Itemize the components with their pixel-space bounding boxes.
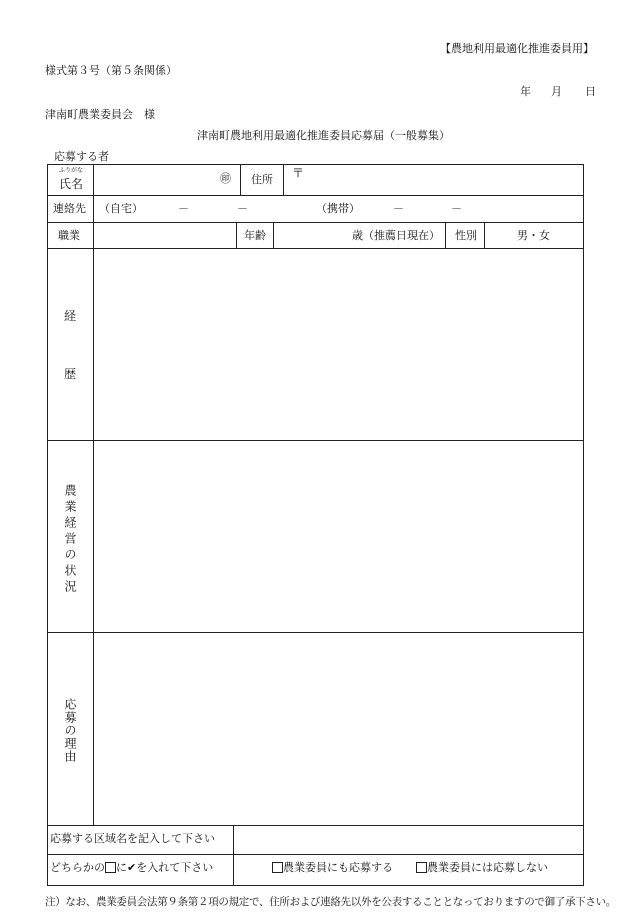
reason-label: 応募の理由 <box>63 698 77 763</box>
district-label: 応募する区域名を記入して下さい <box>50 832 215 845</box>
applicant-label: 応募する者 <box>54 150 109 163</box>
option-apply-only[interactable] <box>416 862 548 873</box>
date-year: 年 <box>520 85 531 98</box>
gender-label: 性別 <box>455 229 477 242</box>
check-instruction <box>50 862 213 873</box>
age-unit: 歳（推薦日現在） <box>352 229 440 242</box>
footer-note: 注）なお、農業委員会法第９条第２項の規定で、住所および連絡先以外を公表することとなっておりますので御了承下さい。 <box>45 896 616 908</box>
option-apply-both-label: 農業委員にも応募する <box>283 861 393 874</box>
home-dash-2: － <box>237 202 248 215</box>
purpose-tag: 【農地利用最適化推進委員用】 <box>440 42 594 55</box>
date-day: 日 <box>585 85 596 98</box>
option-apply-only-label: 農業委員には応募しない <box>427 861 548 874</box>
addressee: 津南町農業委員会 様 <box>45 108 155 121</box>
age-label: 年齢 <box>244 229 266 242</box>
home-dash-1: － <box>178 202 189 215</box>
check-instruction-suffix: に✔を入れて下さい <box>116 861 214 874</box>
option-apply-only-checkbox[interactable] <box>416 862 427 873</box>
form-title: 津南町農地利用最適化推進委員応募届（一般募集） <box>197 129 450 142</box>
option-apply-both-checkbox[interactable] <box>272 862 283 873</box>
gender-options[interactable]: 男・女 <box>517 229 550 242</box>
name-furigana: ふりがな <box>59 167 84 174</box>
career-input[interactable] <box>94 249 583 439</box>
home-phone-label: （自宅） <box>99 202 143 215</box>
address-input[interactable] <box>284 165 583 194</box>
career-label-2: 歴 <box>64 367 77 381</box>
name-input[interactable] <box>94 165 239 194</box>
district-input[interactable] <box>234 826 583 853</box>
address-label: 住所 <box>251 173 273 186</box>
age-input[interactable] <box>274 223 349 247</box>
form-number: 様式第３号（第５条関係） <box>45 64 177 77</box>
job-label: 職業 <box>58 229 80 242</box>
farming-status-label: 農業経営の状況 <box>63 484 77 596</box>
seal-mark: ㊞ <box>220 172 231 185</box>
reason-input[interactable] <box>94 633 583 824</box>
postal-mark: 〒 <box>292 166 305 180</box>
farming-status-input[interactable] <box>94 441 583 631</box>
job-input[interactable] <box>94 223 235 247</box>
option-apply-both[interactable] <box>272 862 393 873</box>
mobile-phone-label: （携帯） <box>316 202 360 215</box>
check-instruction-prefix: どちらかの <box>50 861 105 874</box>
checkbox-sample-icon <box>105 862 116 873</box>
career-label-1: 経 <box>64 309 77 323</box>
mobile-dash-2: － <box>451 202 462 215</box>
contact-input[interactable] <box>94 196 583 221</box>
mobile-dash-1: － <box>393 202 404 215</box>
name-label: 氏名 <box>59 177 84 191</box>
date-month: 月 <box>551 85 562 98</box>
contact-label: 連絡先 <box>53 202 86 215</box>
